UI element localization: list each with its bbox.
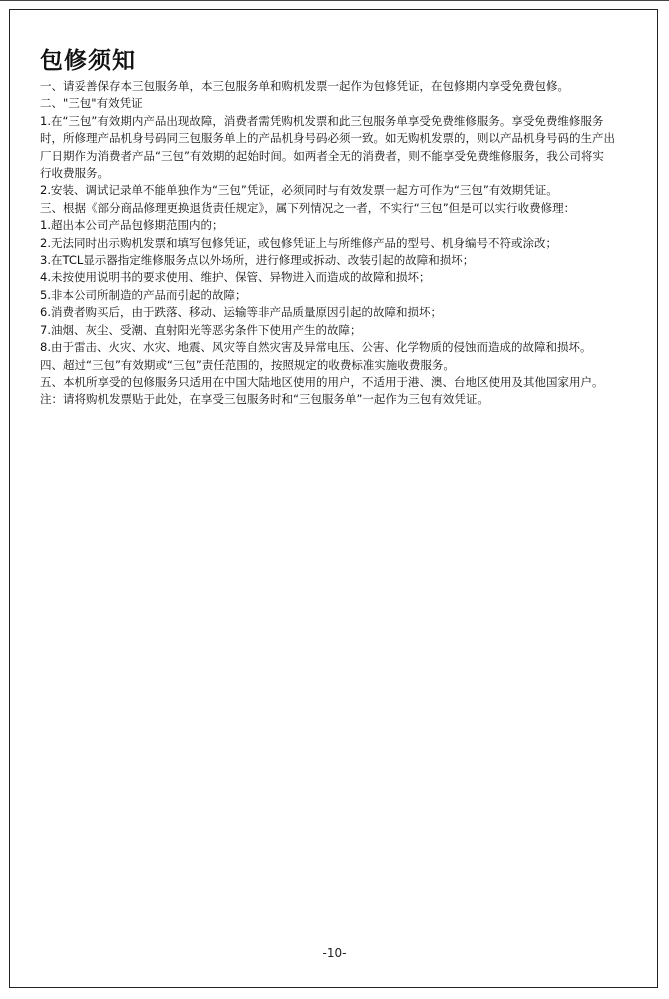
paragraph-2: 二、"三包"有效凭证 xyxy=(40,96,143,111)
top-edge-rule xyxy=(0,0,669,1)
page-title: 包修须知 xyxy=(40,48,136,74)
paragraph-11: 6.消费者购买后，由于跌落、移动、运输等非产品质量原因引起的故障和损坏； xyxy=(40,305,442,320)
paragraph-9: 4.未按使用说明书的要求使用、维护、保管、异物进入而造成的故障和损坏； xyxy=(40,270,431,285)
paragraph-14: 四、超过“三包”有效期或“三包”责任范围的，按照规定的收费标准实施收费服务。 xyxy=(40,357,455,372)
paragraph-8: 3.在TCL显示器指定维修服务点以外场所，进行修理或拆动、改装引起的故障和损坏； xyxy=(40,253,475,268)
paragraph-7: 2.无法同时出示购机发票和填写包修凭证，或包修凭证上与所维修产品的型号、机身编号不符或涂改； xyxy=(40,235,557,250)
paragraph-16: 注：请将购机发票贴于此处，在享受三包服务时和“三包服务单”一起作为三包有效凭证。 xyxy=(40,392,489,407)
paragraph-5: 三、根据《部分商品修理更换退货责任规定》，属下列情况之一者，不实行“三包”但是可以实行收费修理： xyxy=(40,200,576,215)
paragraph-12: 7.油烟、灰尘、受潮、直射阳光等恶劣条件下使用产生的故障； xyxy=(40,322,362,337)
warranty-notice-body xyxy=(40,78,615,409)
paragraph-3: 1.在“三包”有效期内产品出现故障，消费者需凭购机发票和此三包服务单享受免费维修服务。享受免费维修服务时，所修理产品机身号码同三包服务单上的产品机身号码必须一致。如无购机发票的，则以产品机身号码的生产出厂日期作为消费者产品“三包”有效期的起始时间。如两者全无的消费者，则不能享受免费维修服务，我公司将实行收费服务。 xyxy=(40,113,615,181)
paragraph-6: 1.超出本公司产品包修期范围内的； xyxy=(40,218,224,233)
page-number: -10- xyxy=(322,946,347,960)
paragraph-15: 五、本机所享受的包修服务只适用在中国大陆地区使用的用户，不适用于港、澳、台地区使用及其他国家用户。 xyxy=(40,374,604,389)
paragraph-13: 8.由于雷击、火灾、水灾、地震、风灾等自然灾害及异常电压、公害、化学物质的侵蚀而造成的故障和损坏。 xyxy=(40,340,592,355)
paragraph-4: 2.安装、调试记录单不能单独作为“三包”凭证，必须同时与有效发票一起方可作为“三包”有效期凭证。 xyxy=(40,183,558,198)
paragraph-1: 一、请妥善保存本三包服务单，本三包服务单和购机发票一起作为包修凭证，在包修期内享受免费包修。 xyxy=(40,79,569,93)
paragraph-10: 5.非本公司所制造的产品而引起的故障； xyxy=(40,287,247,302)
